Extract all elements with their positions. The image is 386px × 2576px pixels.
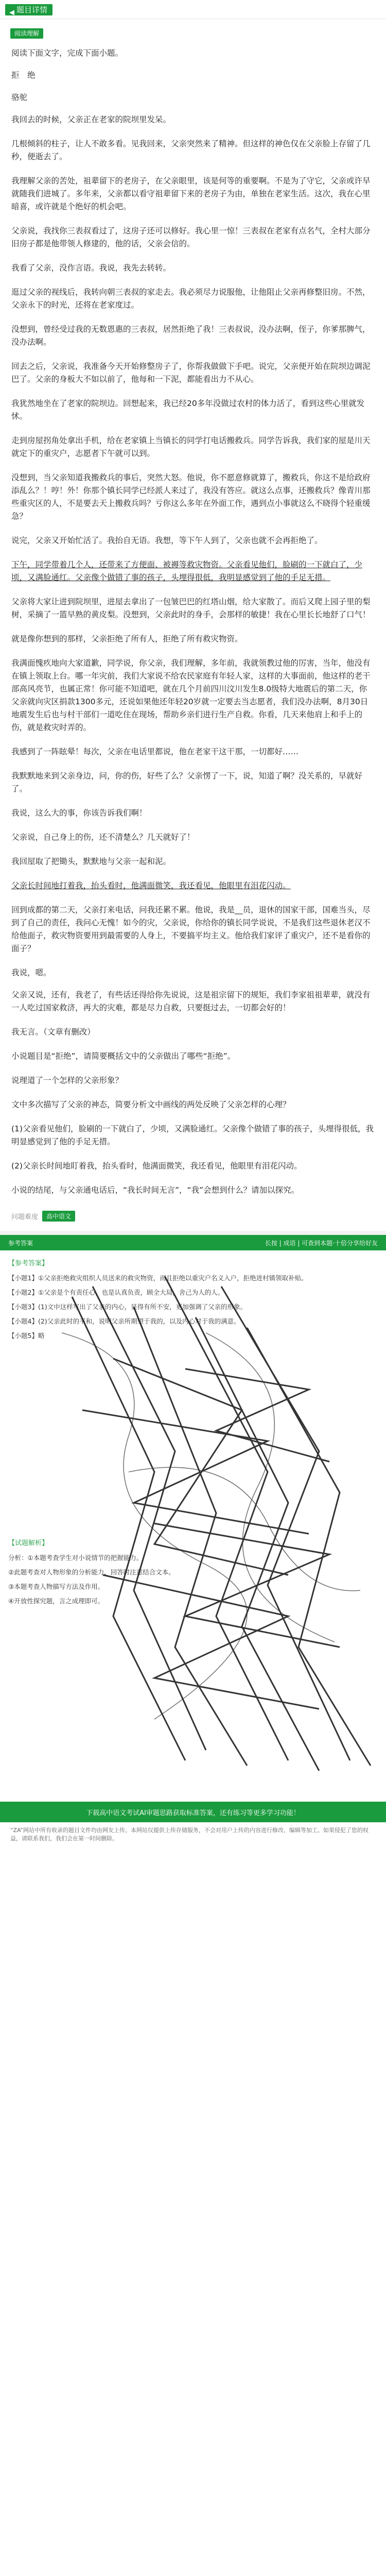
meta-row	[0, 1208, 386, 1224]
paragraph: 走到房屋拐角处拿出手机，给在老家镇上当镇长的同学打电话搬救兵。同学告诉我，我们家的屋是川天就定下的重灾户，志愿者下午就可以到。	[11, 436, 371, 458]
paragraph: 没想到，当父亲知道我搬救兵的事后，突然大怒。他说，你不愿意修就算了，搬救兵，你这不是给政府添乱么？！哼！外！你那个镇长同学已经派人来过了，我没有答应。就这么点事，还搬救兵？像青川那些重灾区的人，不是要去天上搬救兵吗？亏你这么多年在外面工作，遇到点小事就这么不晓得个轻重缓急？	[11, 473, 371, 521]
answer-card	[0, 1235, 386, 1802]
top-bar	[0, 0, 386, 19]
paragraph: 回去之后，父亲说，我准备今天开始修整房子了，你帮我做做下手吧。说完，父亲便开始在院坝边调泥巴了。父亲的身板大不如以前了，他每和一下泥，都能看出力不从心。	[11, 362, 371, 384]
intro: 阅读下面文字，完成下面小题。	[11, 48, 124, 58]
page-title-box	[5, 4, 52, 15]
answer-line: 【小题2】①父亲是个有责任心，也是认真负责，顾全大局，舍己为人的人。	[8, 1289, 224, 1296]
analysis-line: 分析：①本题考查学生对小说情节的把握能力。	[8, 1554, 143, 1562]
question: 小说题目是“拒绝”，请简要概括文中的父亲做出了哪些“拒绝”。	[11, 1052, 236, 1061]
paragraph-underlined: 下午，同学带着几个人，还带来了方便面、被褥等救灾物资。父亲看见他们，脸刷的一下就白了，少顷，又满脸通红。父亲像个做错了事的孩子，头埋得很低，我明显感觉到了他的手足无措。	[11, 560, 363, 582]
answer-line: 【小题4】(2)父亲此时的平和，说明父亲所期望于我的，以及内心对于我的满意。	[8, 1317, 240, 1325]
article-title: 拒 绝	[11, 71, 36, 80]
paragraph: 我满面愧疚地向大家道歉，同学说，你父亲，我们理解，多年前，我就领教过他的厉害，当年，他没有在镇上领取上台。哪一年灾前，我们大家说不给农民家庭有年轻人家，这样的大事面前，他这样的老干部高风亮节，也属正常！你可能不知道吧，就在几个月前四川汶川发生8.0级特大地震后的第二天，你父亲就向灾区捐款1300多元，还说如果他还年轻20岁就一定要去当志愿者，我们没办法啊，8月30日地震发生后也与村干部们一道吃住在现场，帮助乡亲们进行生产自救。你看，几天来他肩上和手上的伤，就是救灾时弄的。	[11, 658, 371, 732]
download-banner[interactable]: 下载高中语文考试AI审题思路获取标准答案，还有练习等更多学习功能！	[0, 1802, 386, 1822]
answer-header-title: 参考答案	[8, 1239, 33, 1247]
paragraph: 几根倾斜的柱子，让人不敢多看。见我回来，父亲突然来了精神。但这样的神色仅在父亲脸上存留了几秒，便逝去了。	[11, 139, 371, 161]
question: 小说的结尾，与父亲通电话后，“我长时间无言”，“我”会想到什么？请加以探究。	[11, 1185, 300, 1195]
paragraph: 没想到，曾经受过我的无数恩惠的三表叔，居然拒绝了我！三表叔说，没办法啊，侄子，你爹那脾气，没办法啊。	[11, 325, 371, 347]
analysis-line: ④开放性探究题，言之成理即可。	[8, 1597, 104, 1605]
answer-line: 【小题3】(1)文中这样写出了父亲的内心，显得有所不安，更加强调了父亲的形象。	[8, 1303, 247, 1311]
article-author: 骆驼	[11, 93, 28, 102]
paragraph-underlined: 父亲长时间地打着我，抬头看时，他满面微笑，我还看见，他眼里有泪花闪动。	[11, 881, 291, 890]
paragraph: 我默默地来到父亲身边，问，你的伤，好些了么？父亲愣了一下，说，知道了啊？没关系的，早就好了。	[11, 771, 363, 793]
question: (1)父亲看见他们，脸刷的一下就白了，少顷，又满脸通红。父亲像个做错了事的孩子，头埋得很低，我明显感觉到了他的手足无措。	[11, 1124, 374, 1146]
paragraph: 我说，嗯。	[11, 968, 51, 977]
paragraph: 父亲将大家让进到院坝里，进屋去拿出了一包皱巴巴的红塔山烟，给大家散了。而后又爬上园子里的梨树，采摘了一篮早熟的黄皮梨。没想到，父亲此时的身手，会那样的敏捷！我在心里长长地舒了口气！	[11, 597, 371, 619]
analysis-line: ③本题考查人物描写方法及作用。	[8, 1583, 104, 1590]
paragraph: 我无言。（文章有删改）	[11, 1027, 95, 1037]
paragraph: 我感到了一阵眩晕！每次，父亲在电话里都说，他在老家干这干那，一切都好……	[11, 747, 299, 756]
paragraph: 父亲说，我找你三表叔看过了，这房子还可以修好。我心里一惊！三表叔在老家有点名气，全村大部分旧房子都是他带领人修建的，他的话，父亲会信的。	[11, 226, 371, 248]
page-title: 题目详情	[16, 5, 48, 14]
type-tag: 阅读理解	[10, 28, 43, 39]
divider	[0, 1231, 386, 1235]
disclaimer: “ZA”网站中所有收录的题目文件均由网友上传。本网站仅提供上传存储服务，不会对用户上传的内容进行修改、编辑等加工。如果侵犯了您的权益，请联系我们，我们会在第一时间删除。	[10, 1827, 369, 1842]
paragraph: 说完，父亲又开始忙活了。我抬自无语。我想，等下午人到了，父亲也就不会再拒绝了。	[11, 536, 323, 545]
paragraph: 我犹然地坐在了老家的院坝边。回想起来，我已经20多年没做过农村的体力活了，看到这些心里就发怵。	[11, 399, 365, 421]
answer-line: 【小题1】①父亲拒绝救灾组织人员送来的救灾物资，而且拒绝以重灾户名义入户，拒绝进村镇领取补贴。	[8, 1274, 308, 1282]
answer-header-links[interactable]: 长按 | 成语 | 可查到本题·十倍分享给好友	[265, 1239, 378, 1247]
answer-label: 【参考答案】	[8, 1260, 49, 1267]
paragraph: 就是像你想到的那样，父亲拒绝了所有人，拒绝了所有救灾物资。	[11, 634, 243, 643]
analysis-line: ②此题考查对人物形象的分析能力，回答时注意结合文本。	[8, 1568, 175, 1576]
subject-badge[interactable]: 高中语文	[42, 1211, 75, 1222]
paragraph: 逛过父亲的视线后，我转向朝三表叔的家走去。我必须尽力说服他，让他阻止父亲再修整旧房。不然，父亲永下的时光，还将在老家度过。	[11, 287, 371, 310]
paragraph: 我看了父亲，没作言语。我说，我先去转转。	[11, 263, 171, 273]
answer-line: 【小题5】略	[8, 1332, 45, 1340]
question: 文中多次描写了父亲的神态，简要分析文中画线的两处反映了父亲怎样的心理？	[11, 1100, 291, 1109]
paragraph: 我回去的时候，父亲正在老家的院坝里发呆。	[11, 115, 171, 124]
answer-body	[0, 1250, 386, 1615]
paragraph: 我回屋取了把锄头，默默地与父亲一起和泥。	[11, 857, 171, 866]
question: 说理道了一个怎样的父亲形象？	[11, 1076, 124, 1085]
back-arrow-icon[interactable]: ◀	[9, 9, 14, 16]
meta-source: 问题难度	[11, 1213, 39, 1221]
paragraph: 父亲又说，还有，我老了，有些话还得给你先说说，这是祖宗留下的规矩，我们李家祖祖辈辈，就没有一人吃过国家救济，再大的灾难，都是尽力自救，只要挺过去，一切都会好的！	[11, 990, 371, 1012]
answer-header	[0, 1235, 386, 1250]
article	[0, 39, 386, 1197]
paragraph: 父亲说，自己身上的伤，还不清楚么？几天就好了！	[11, 833, 195, 842]
analysis-label: 【试题解析】	[8, 1539, 49, 1547]
paragraph: 回到成都的第二天，父亲打来电话，问我还累不累。他说，我是__员，退休的国家干部，国难当头，尽到了自己的责任，我问心无愧！如今的灾，父亲说，你给你的镇长同学说说，不是我们这些退休老汉不给他面子，救灾物资要用到最需要的人身上，不要搞平均主义。他给我们家评了重灾户，还不是看你的面子？	[11, 905, 371, 953]
paragraph: 我说，这么大的事，你该告诉我们啊！	[11, 808, 147, 818]
question: (2)父亲长时间地盯着我，抬头看时，他满面微笑，我还看见，他眼里有泪花闪动。	[11, 1161, 302, 1171]
paragraph: 我理解父亲的苦处，祖辈留下的老房子，在父亲眼里，该是何等的重要啊。不是为了守它，父亲或许早就随我们进城了。多年来，父亲都以看守祖辈留下来的老房子为由，单独在老家生活。这次，我在心里暗喜，或许就是个绝好的机会吧。	[11, 176, 371, 211]
